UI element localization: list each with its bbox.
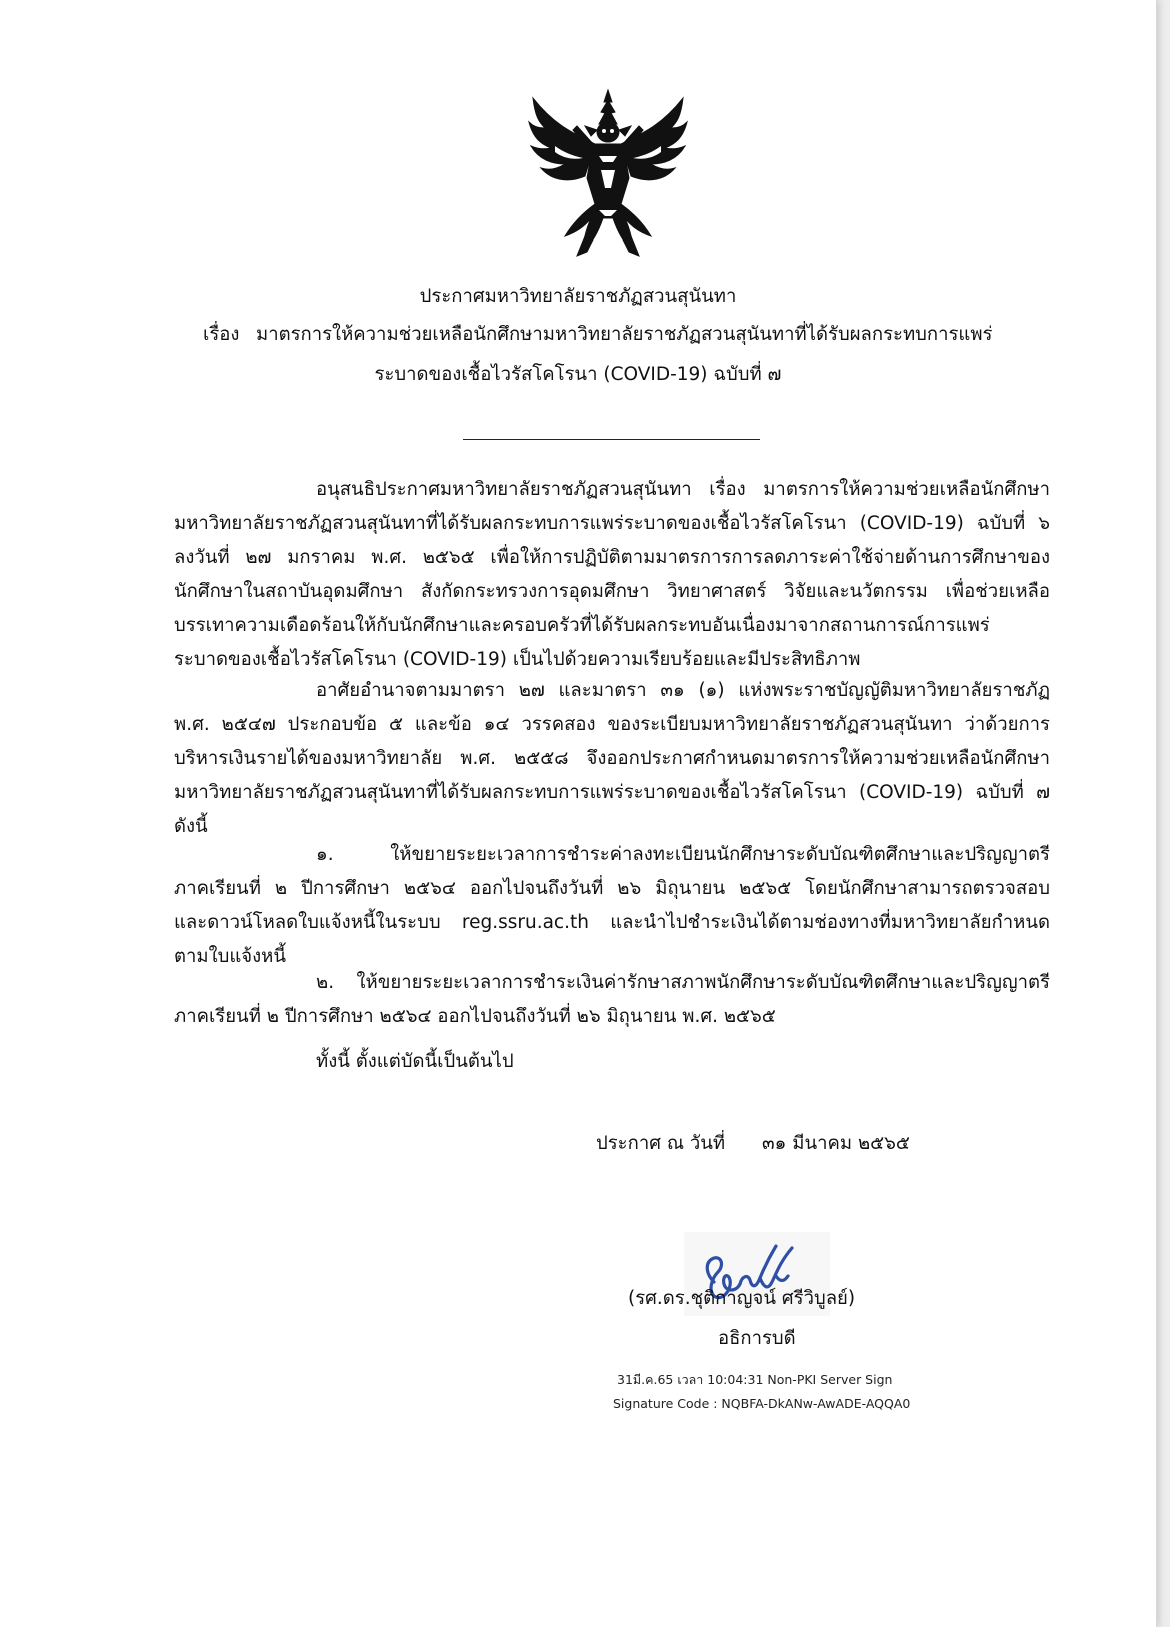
e-signature-code: Signature Code : NQBFA-DkANw-AwADE-AQQA0 xyxy=(613,1396,911,1411)
paragraph-line: ดังนี้ xyxy=(174,816,208,837)
paragraph-line: มหาวิทยาลัยราชภัฏสวนสุนันทาที่ได้รับผลกระทบการแพร่ระบาดของเชื้อไวรัสโคโรนา (COVID-19) ฉบับที่ ๖ xyxy=(174,513,1050,534)
subject-line-1: มาตรการให้ความช่วยเหลือนักศึกษามหาวิทยาลัยราชภัฏสวนสุนันทาที่ได้รับผลกระทบการแพร่ xyxy=(256,324,993,345)
signer-title: อธิการบดี xyxy=(718,1328,796,1349)
paragraph-line: ภาคเรียนที่ ๒ ปีการศึกษา ๒๕๖๔ ออกไปจนถึงวันที่ ๒๖ มิถุนายน พ.ศ. ๒๕๖๕ xyxy=(174,1006,776,1027)
subject-label: เรื่อง xyxy=(203,324,240,345)
paragraph-line: ภาคเรียนที่ ๒ ปีการศึกษา ๒๕๖๔ ออกไปจนถึงวันที่ ๒๖ มิถุนายน ๒๕๖๕ โดยนักศึกษาสามารถตรวจสอบ xyxy=(174,878,1050,899)
measure-item-2 xyxy=(174,966,1050,1034)
paragraph-line: ลงวันที่ ๒๗ มกราคม พ.ศ. ๒๕๖๕ เพื่อให้การปฏิบัติตามมาตรการการลดภาระค่าใช้จ่ายด้านการศึกษาของ xyxy=(174,547,1050,568)
paragraph-line: บริหารเงินรายได้ของมหาวิทยาลัย พ.ศ. ๒๕๕๘ จึงออกประกาศกำหนดมาตรการให้ความช่วยเหลือนักศึกษา xyxy=(174,748,1050,769)
paragraph-line: และดาวน์โหลดใบแจ้งหนี้ในระบบ reg.ssru.ac.th และนำไปชำระเงินได้ตามช่องทางที่มหาวิทยาลัยกำหนด xyxy=(174,912,1050,933)
paragraph-line: นักศึกษาในสถาบันอุดมศึกษา สังกัดกระทรวงการอุดมศึกษา วิทยาศาสตร์ วิจัยและนวัตกรรม เพื่อช่วยเหลือ xyxy=(174,581,1050,602)
signer-name: (รศ.ดร.ชุติกาญจน์ ศรีวิบูลย์) xyxy=(628,1288,856,1309)
paragraph-line: ระบาดของเชื้อไวรัสโคโรนา (COVID-19) เป็นไปด้วยความเรียบร้อยและมีประสิทธิภาพ xyxy=(174,649,861,670)
paragraph-line: อาศัยอำนาจตามมาตรา ๒๗ และมาตรา ๓๑ (๑) แห่งพระราชบัญญัติมหาวิทยาลัยราชภัฏ xyxy=(316,680,1050,701)
announced-label: ประกาศ ณ วันที่ xyxy=(596,1133,726,1154)
subject-line-2: ระบาดของเชื้อไวรัสโคโรนา (COVID-19) ฉบับที่ ๗ xyxy=(374,364,782,385)
paragraph-line: บรรเทาความเดือดร้อนให้กับนักศึกษาและครอบครัวที่ได้รับผลกระทบอันเนื่องมาจากสถานการณ์การแพร่ xyxy=(174,615,990,636)
paragraph-line: ๒. ให้ขยายระยะเวลาการชำระเงินค่ารักษาสภาพนักศึกษาระดับบัณฑิตศึกษาและปริญญาตรี xyxy=(316,972,1050,993)
title-divider xyxy=(463,439,760,440)
paragraph-preamble xyxy=(174,473,1050,677)
paragraph-line: ๑. ให้ขยายระยะเวลาการชำระค่าลงทะเบียนนักศึกษาระดับบัณฑิตศึกษาและปริญญาตรี xyxy=(316,844,1050,865)
announced-date: ๓๑ มีนาคม ๒๕๖๕ xyxy=(762,1133,910,1154)
e-signature-timestamp: 31มี.ค.65 เวลา 10:04:31 Non-PKI Server Sign xyxy=(617,1372,893,1387)
paragraph-line: ตามใบแจ้งหนี้ xyxy=(174,946,287,967)
paragraph-line: อนุสนธิประกาศมหาวิทยาลัยราชภัฏสวนสุนันทา เรื่อง มาตรการให้ความช่วยเหลือนักศึกษา xyxy=(316,479,1050,500)
paragraph-authority xyxy=(174,674,1050,844)
paragraph-line: มหาวิทยาลัยราชภัฏสวนสุนันทาที่ได้รับผลกระทบการแพร่ระบาดของเชื้อไวรัสโคโรนา (COVID-19) ฉบับที่ ๗ xyxy=(174,782,1050,803)
announcement-title: ประกาศมหาวิทยาลัยราชภัฏสวนสุนันทา xyxy=(419,286,737,307)
paragraph-line: พ.ศ. ๒๕๔๗ ประกอบข้อ ๕ และข้อ ๑๔ วรรคสอง ของระเบียบมหาวิทยาลัยราชภัฏสวนสุนันทา ว่าด้วยการ xyxy=(174,714,1050,735)
measure-item-1 xyxy=(174,838,1050,974)
effective-statement: ทั้งนี้ ตั้งแต่บัดนี้เป็นต้นไป xyxy=(316,1051,514,1072)
garuda-emblem-icon xyxy=(525,86,691,258)
